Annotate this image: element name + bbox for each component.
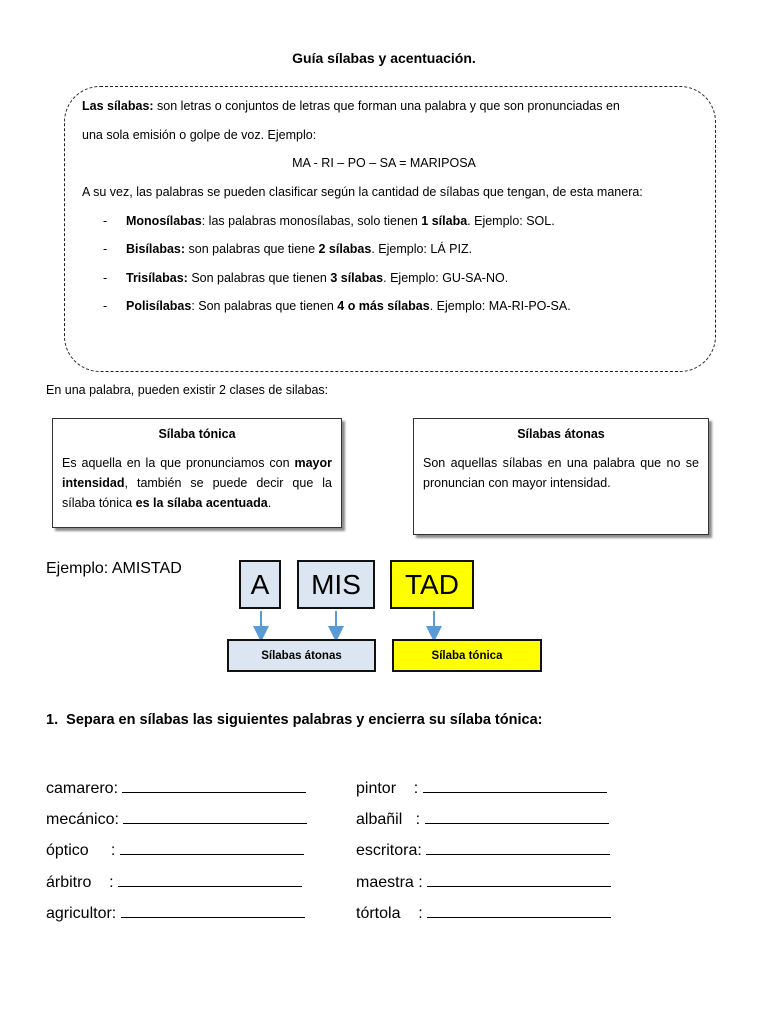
word-line-albanil: albañil : xyxy=(356,809,609,829)
word-line-optico: óptico : xyxy=(46,840,304,860)
syllable-tad: TAD xyxy=(390,560,474,609)
bullet-dash: - xyxy=(103,271,108,285)
atonas-title: Sílabas átonas xyxy=(517,427,605,441)
list-item-bisilabas: Bisílabas: son palabras que tiene 2 sílabas. Ejemplo: LÁ PIZ. xyxy=(126,242,473,256)
word-line-arbitro: árbitro : xyxy=(46,872,302,892)
list-item-trisilabas: Trisílabas: Son palabras que tienen 3 sílabas. Ejemplo: GU-SA-NO. xyxy=(126,271,509,285)
word-line-escritora: escritora: xyxy=(356,840,610,860)
syllable-mis: MIS xyxy=(297,560,375,609)
bullet-dash: - xyxy=(103,299,108,313)
answer-blank[interactable] xyxy=(423,778,607,793)
page-title: Guía sílabas y acentuación. xyxy=(292,50,476,66)
tonica-label: Sílaba tónica xyxy=(392,639,542,672)
atonas-label: Sílabas átonas xyxy=(227,639,376,672)
answer-blank[interactable] xyxy=(123,809,307,824)
word-line-maestra: maestra : xyxy=(356,872,611,892)
word-line-agricultor: agricultor: xyxy=(46,903,305,923)
tonica-text: Es aquella en la que pronunciamos con mayor intensidad, también se puede decir que la sílaba tónica es la sílaba acentuada. xyxy=(62,456,332,510)
word-line-camarero: camarero: xyxy=(46,778,306,798)
definition-line-2: una sola emisión o golpe de voz. Ejemplo: xyxy=(82,128,317,142)
answer-blank[interactable] xyxy=(120,840,304,855)
bullet-dash: - xyxy=(103,214,108,228)
list-item-polisilabas: Polisílabas: Son palabras que tienen 4 o más sílabas. Ejemplo: MA-RI-PO-SA. xyxy=(126,299,571,313)
word-line-tortola: tórtola : xyxy=(356,903,611,923)
bullet-dash: - xyxy=(103,242,108,256)
word-line-pintor: pintor : xyxy=(356,778,607,798)
definition-line-1: Las sílabas: son letras o conjuntos de letras que forman una palabra y que son pronunciadas en xyxy=(82,99,620,113)
answer-blank[interactable] xyxy=(427,872,611,887)
word-line-mecanico: mecánico: xyxy=(46,809,307,829)
exercise-instruction: 1. Separa en sílabas las siguientes palabras y encierra su sílaba tónica: xyxy=(46,712,543,728)
answer-blank[interactable] xyxy=(426,840,610,855)
list-item-monosilabas: Monosílabas: las palabras monosílabas, solo tienen 1 sílaba. Ejemplo: SOL. xyxy=(126,214,555,228)
answer-blank[interactable] xyxy=(425,809,609,824)
answer-blank[interactable] xyxy=(118,872,302,887)
example-label: Ejemplo: AMISTAD xyxy=(46,560,182,577)
classification-intro: A su vez, las palabras se pueden clasificar según la cantidad de sílabas que tengan, de esta manera: xyxy=(82,185,643,199)
atonas-text: Son aquellas sílabas en una palabra que no se pronuncian con mayor intensidad. xyxy=(423,456,699,490)
answer-blank[interactable] xyxy=(121,903,305,918)
mariposa-example: MA - RI – PO – SA = MARIPOSA xyxy=(292,156,476,170)
classes-intro: En una palabra, pueden existir 2 clases de silabas: xyxy=(46,383,329,397)
syllable-a: A xyxy=(239,560,281,609)
tonica-title: Sílaba tónica xyxy=(158,427,236,441)
answer-blank[interactable] xyxy=(122,778,306,793)
answer-blank[interactable] xyxy=(427,903,611,918)
definition-term: Las sílabas: xyxy=(82,99,154,113)
